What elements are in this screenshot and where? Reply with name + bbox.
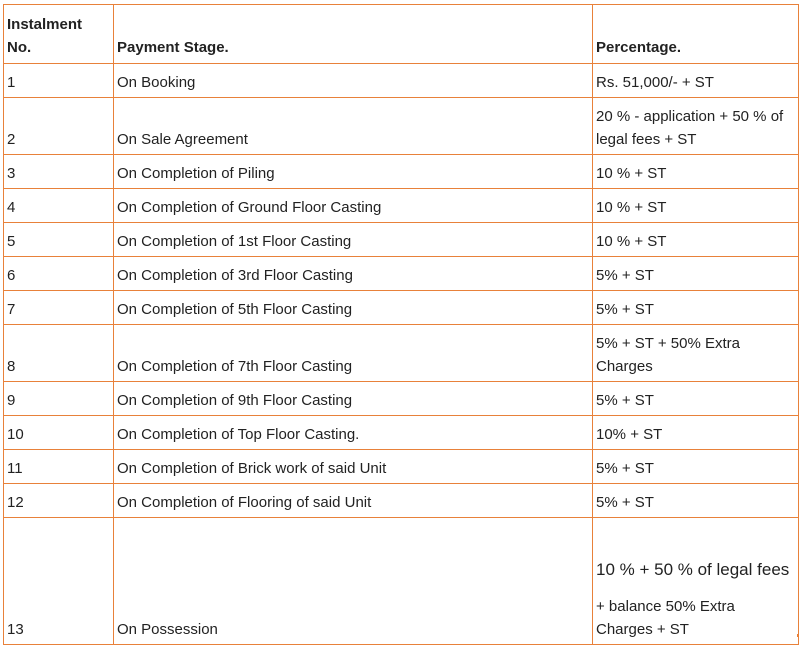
table-row: [4, 416, 799, 450]
instalment-no: 12: [4, 484, 114, 518]
payment-stage: On Sale Agreement: [114, 98, 593, 155]
percentage-line-1: 10 % + 50 % of legal fees: [596, 560, 790, 579]
percentage: 20 % - application + 50 % of legal fees + ST: [593, 98, 799, 155]
payment-schedule-table: [3, 4, 799, 645]
instalment-no: 7: [4, 291, 114, 325]
header-instalment-no: Instalment No.: [4, 5, 114, 64]
payment-stage: On Completion of Flooring of said Unit: [114, 484, 593, 518]
payment-stage: On Possession: [114, 518, 593, 645]
payment-stage: On Completion of 9th Floor Casting: [114, 382, 593, 416]
percentage: 5% + ST: [593, 382, 799, 416]
table-row: [4, 223, 799, 257]
percentage: Rs. 51,000/- + ST: [593, 64, 799, 98]
payment-stage: On Completion of Brick work of said Unit: [114, 450, 593, 484]
header-percentage: Percentage.: [593, 5, 799, 64]
percentage: [593, 518, 799, 645]
table-row: [4, 189, 799, 223]
table-row: [4, 291, 799, 325]
percentage: 10 % + ST: [593, 155, 799, 189]
header-payment-stage: Payment Stage.: [114, 5, 593, 64]
percentage: 10 % + ST: [593, 223, 799, 257]
spacer: [596, 585, 795, 595]
instalment-no: 5: [4, 223, 114, 257]
table-row: [4, 484, 799, 518]
instalment-no: 13: [4, 518, 114, 645]
instalment-no: 8: [4, 325, 114, 382]
instalment-no: 6: [4, 257, 114, 291]
table-header-row: [4, 5, 799, 64]
percentage: 10% + ST: [593, 416, 799, 450]
payment-stage: On Completion of 5th Floor Casting: [114, 291, 593, 325]
payment-stage: On Completion of 7th Floor Casting: [114, 325, 593, 382]
payment-stage: On Completion of 1st Floor Casting: [114, 223, 593, 257]
payment-stage: On Completion of Ground Floor Casting: [114, 189, 593, 223]
table-row: [4, 64, 799, 98]
payment-stage: On Completion of 3rd Floor Casting: [114, 257, 593, 291]
instalment-no: 9: [4, 382, 114, 416]
percentage: 10 % + ST: [593, 189, 799, 223]
payment-stage: On Booking: [114, 64, 593, 98]
percentage: 5% + ST: [593, 484, 799, 518]
payment-stage: On Completion of Top Floor Casting.: [114, 416, 593, 450]
instalment-no: 10: [4, 416, 114, 450]
instalment-no: 4: [4, 189, 114, 223]
percentage: 5% + ST: [593, 257, 799, 291]
table-row: [4, 155, 799, 189]
payment-stage: On Completion of Piling: [114, 155, 593, 189]
table-row: [4, 382, 799, 416]
instalment-no: 3: [4, 155, 114, 189]
percentage: 5% + ST: [593, 450, 799, 484]
table-row: [4, 98, 799, 155]
instalment-no: 1: [4, 64, 114, 98]
instalment-no: 2: [4, 98, 114, 155]
percentage: 5% + ST + 50% Extra Charges: [593, 325, 799, 382]
instalment-no: 11: [4, 450, 114, 484]
percentage: 5% + ST: [593, 291, 799, 325]
percentage-line-2: + balance 50% Extra Charges + ST: [596, 598, 735, 638]
table-row: [4, 257, 799, 291]
table-row: [4, 450, 799, 484]
table-row: [4, 518, 799, 645]
table-row: [4, 325, 799, 382]
